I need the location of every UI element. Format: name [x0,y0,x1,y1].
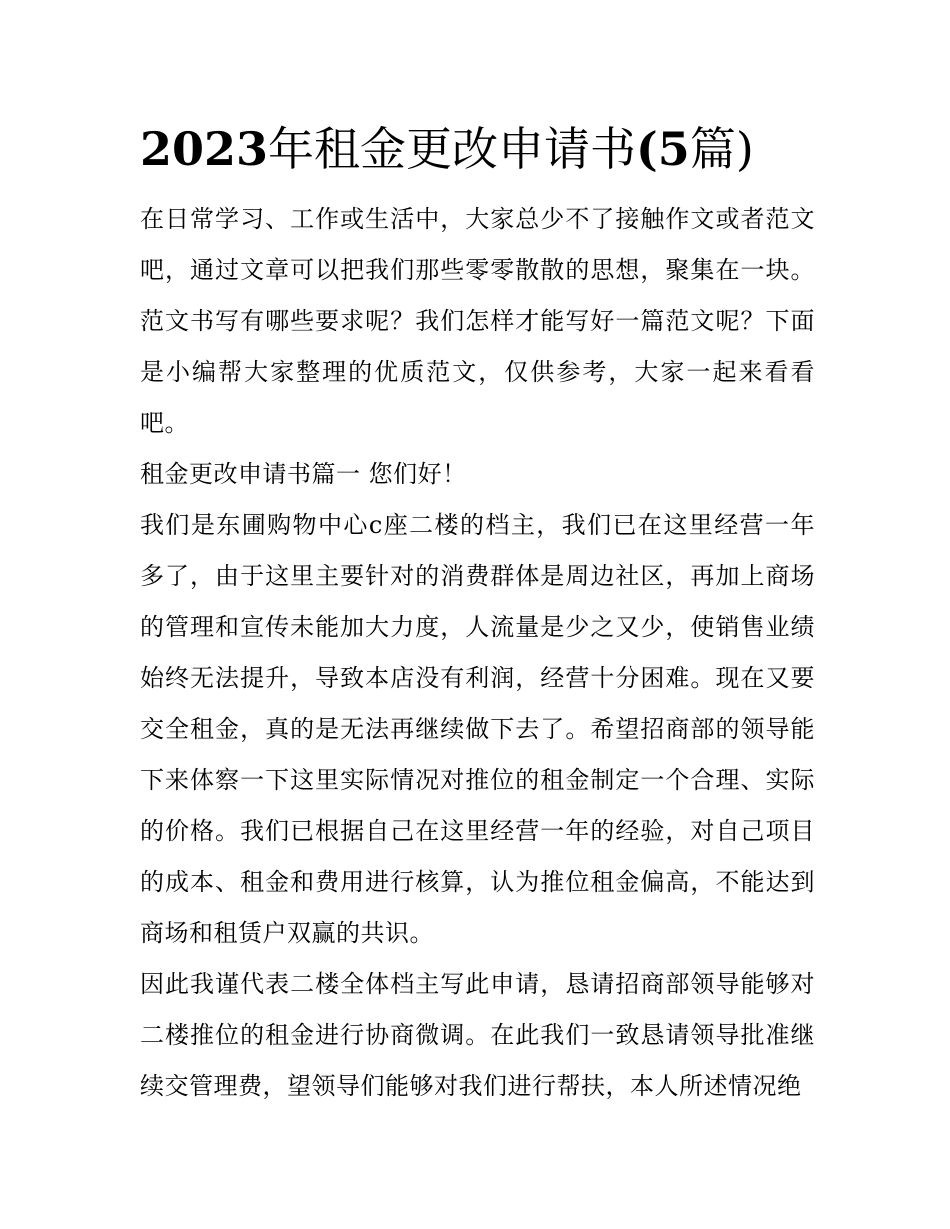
body-paragraph-2: 因此我谨代表二楼全体档主写此申请，恳请招商部领导能够对二楼推位的租金进行协商微调。在此我们一致恳请领导批准继续交管理费，望领导们能够对我们进行帮扶，本人所述情况绝 [140,970,815,1100]
document-body [140,118,815,1112]
body-paragraph-1: 我们是东圃购物中心c座二楼的档主，我们已在这里经营一年多了，由于这里主要针对的消费群体是周边社区，再加上商场的管理和宣传未能加大力度，人流量是少之又少，使销售业绩始终无法提升，导致本店没有利润，经营十分困难。现在又要交全租金，真的是无法再继续做下去了。希望招商部的领导能下来体察一下这里实际情况对推位的租金制定一个合理、实际的价格。我们已根据自己在这里经营一年的经验，对自己项目的成本、租金和费用进行核算，认为推位租金偏高，不能达到商场和租赁户双赢的共识。 [140,511,815,947]
title-count: (5 [636,122,690,176]
intro-paragraph: 在日常学习、工作或生活中，大家总少不了接触作文或者范文吧，通过文章可以把我们那些零零散散的思想，聚集在一块。范文书写有哪些要求呢？我们怎样才能写好一篇范文呢？下面是小编帮大家整理的优质范文，仅供参考，大家一起来看看吧。 [140,205,815,437]
title-text: 年租金更改申请书 [268,122,637,176]
title-year: 2023 [140,122,269,176]
title-unit: 篇) [689,122,754,176]
document-title [140,118,815,180]
section-heading-greeting: 租金更改申请书篇一 您们好！ [140,460,467,488]
